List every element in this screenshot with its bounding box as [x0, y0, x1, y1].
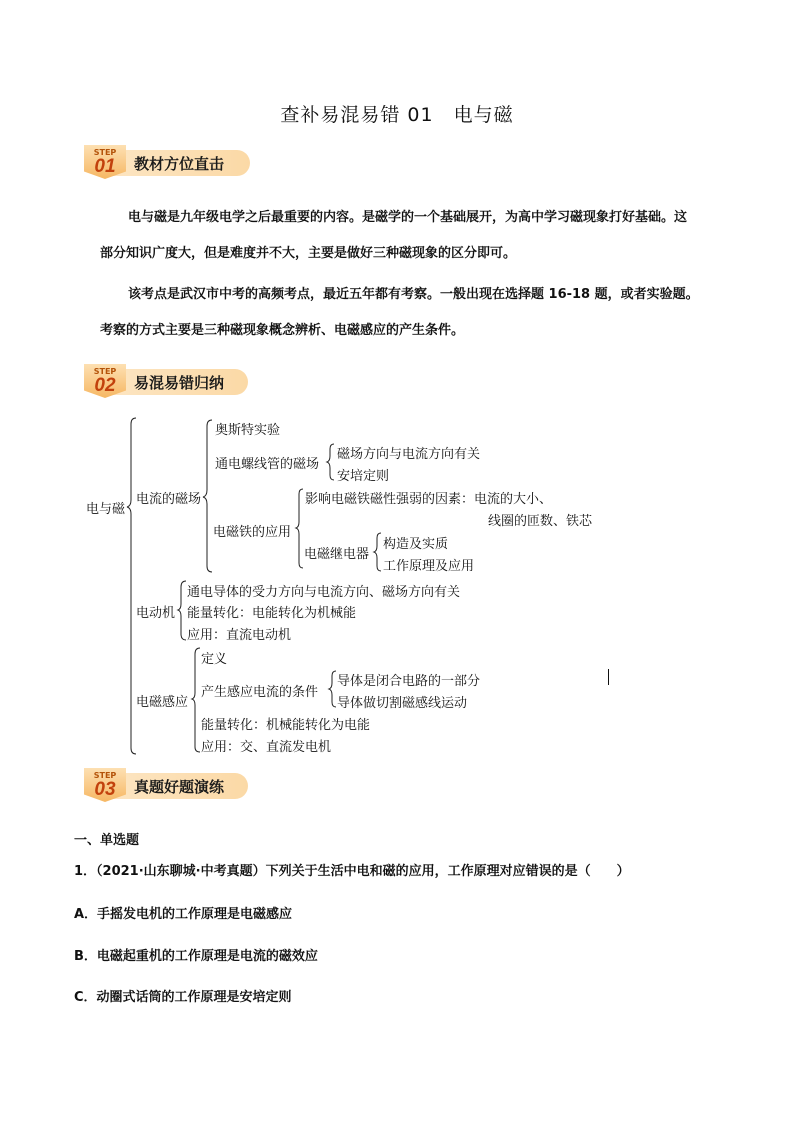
- mindmap-motor-energy: 能量转化：电能转化为机械能: [187, 606, 357, 621]
- mindmap-relay-principle: 工作原理及应用: [383, 559, 475, 574]
- page-title: 查补易混易错 01 电与磁: [280, 104, 514, 126]
- mindmap-electromagnet-factors-2: 线圈的匝数、铁芯: [488, 514, 593, 529]
- mindmap-motor-force: 通电导体的受力方向与电流方向、磁场方向有关: [187, 585, 461, 600]
- brace-current-field: [203, 420, 212, 572]
- step-02-number: 02: [94, 375, 116, 396]
- mindmap-condition-closed: 导体是闭合电路的一部分: [337, 674, 481, 689]
- intro-p2-line1: 该考点是武汉市中考的高频考点，最近五年都有考察。一般出现在选择题 16-18 题，或者实验题。: [128, 287, 699, 302]
- brace-motor: [178, 581, 186, 640]
- mindmap-induction-conditions: 产生感应电流的条件: [201, 685, 319, 700]
- mindmap-solenoid-direction: 磁场方向与电流方向有关: [337, 447, 481, 462]
- intro-p2-line2: 考察的方式主要是三种磁现象概念辨析、电磁感应的产生条件。: [100, 323, 465, 338]
- step-02-word: STEP: [93, 367, 117, 376]
- mindmap-relay-structure: 构造及实质: [383, 537, 449, 552]
- step-03-word: STEP: [93, 771, 117, 780]
- step-03-badge: [84, 768, 126, 802]
- mindmap-induction-application: 应用：交、直流发电机: [201, 740, 332, 755]
- mindmap-induction: 电磁感应: [136, 695, 189, 710]
- step-02-title: 易混易错归纳: [134, 374, 225, 392]
- mindmap-oersted: 奥斯特实验: [215, 423, 281, 438]
- mindmap-induction-energy: 能量转化：机械能转化为电能: [201, 718, 371, 733]
- mindmap-relay: 电磁继电器: [304, 547, 370, 562]
- mindmap-motor-application: 应用：直流电动机: [187, 628, 292, 643]
- brace-solenoid: [327, 444, 334, 480]
- step-01-number: 01: [94, 156, 116, 177]
- step-01-title: 教材方位直击: [134, 155, 225, 173]
- text-cursor: [608, 669, 609, 685]
- option-a: A．手摇发电机的工作原理是电磁感应: [74, 907, 293, 922]
- mindmap-condition-cutting: 导体做切割磁感线运动: [337, 696, 468, 711]
- option-c: C．动圈式话筒的工作原理是安培定则: [74, 990, 292, 1005]
- mindmap-electromagnet-factors: 影响电磁铁磁性强弱的因素：电流的大小、: [305, 492, 553, 507]
- section-heading: 一、单选题: [74, 833, 140, 848]
- step-03-title: 真题好题演练: [134, 778, 225, 796]
- option-b: B．电磁起重机的工作原理是电流的磁效应: [74, 949, 318, 964]
- mindmap-induction-definition: 定义: [201, 652, 228, 667]
- question-stem: 1．（2021·山东聊城·中考真题）下列关于生活中电和磁的应用，工作原理对应错误的是（ ）: [74, 864, 630, 879]
- intro-p1-line1: 电与磁是九年级电学之后最重要的内容。是磁学的一个基础展开，为高中学习磁现象打好基础。这: [128, 210, 688, 225]
- brace-relay: [374, 533, 381, 571]
- step-03-number: 03: [94, 779, 116, 800]
- brace-induction: [192, 648, 200, 752]
- brace-electromagnet: [296, 489, 303, 568]
- mindmap-ampere-rule: 安培定则: [337, 469, 390, 484]
- mindmap-root: 电与磁: [86, 502, 126, 517]
- brace-root: [127, 418, 136, 754]
- mindmap-solenoid: 通电螺线管的磁场: [215, 457, 320, 472]
- mindmap-electromagnet: 电磁铁的应用: [213, 525, 292, 540]
- intro-p1-line2: 部分知识广度大，但是难度并不大，主要是做好三种磁现象的区分即可。: [100, 246, 517, 261]
- brace-conditions: [329, 671, 336, 707]
- mindmap-current-field: 电流的磁场: [136, 492, 202, 507]
- step-01-word: STEP: [93, 148, 117, 157]
- mindmap-motor: 电动机: [136, 606, 176, 621]
